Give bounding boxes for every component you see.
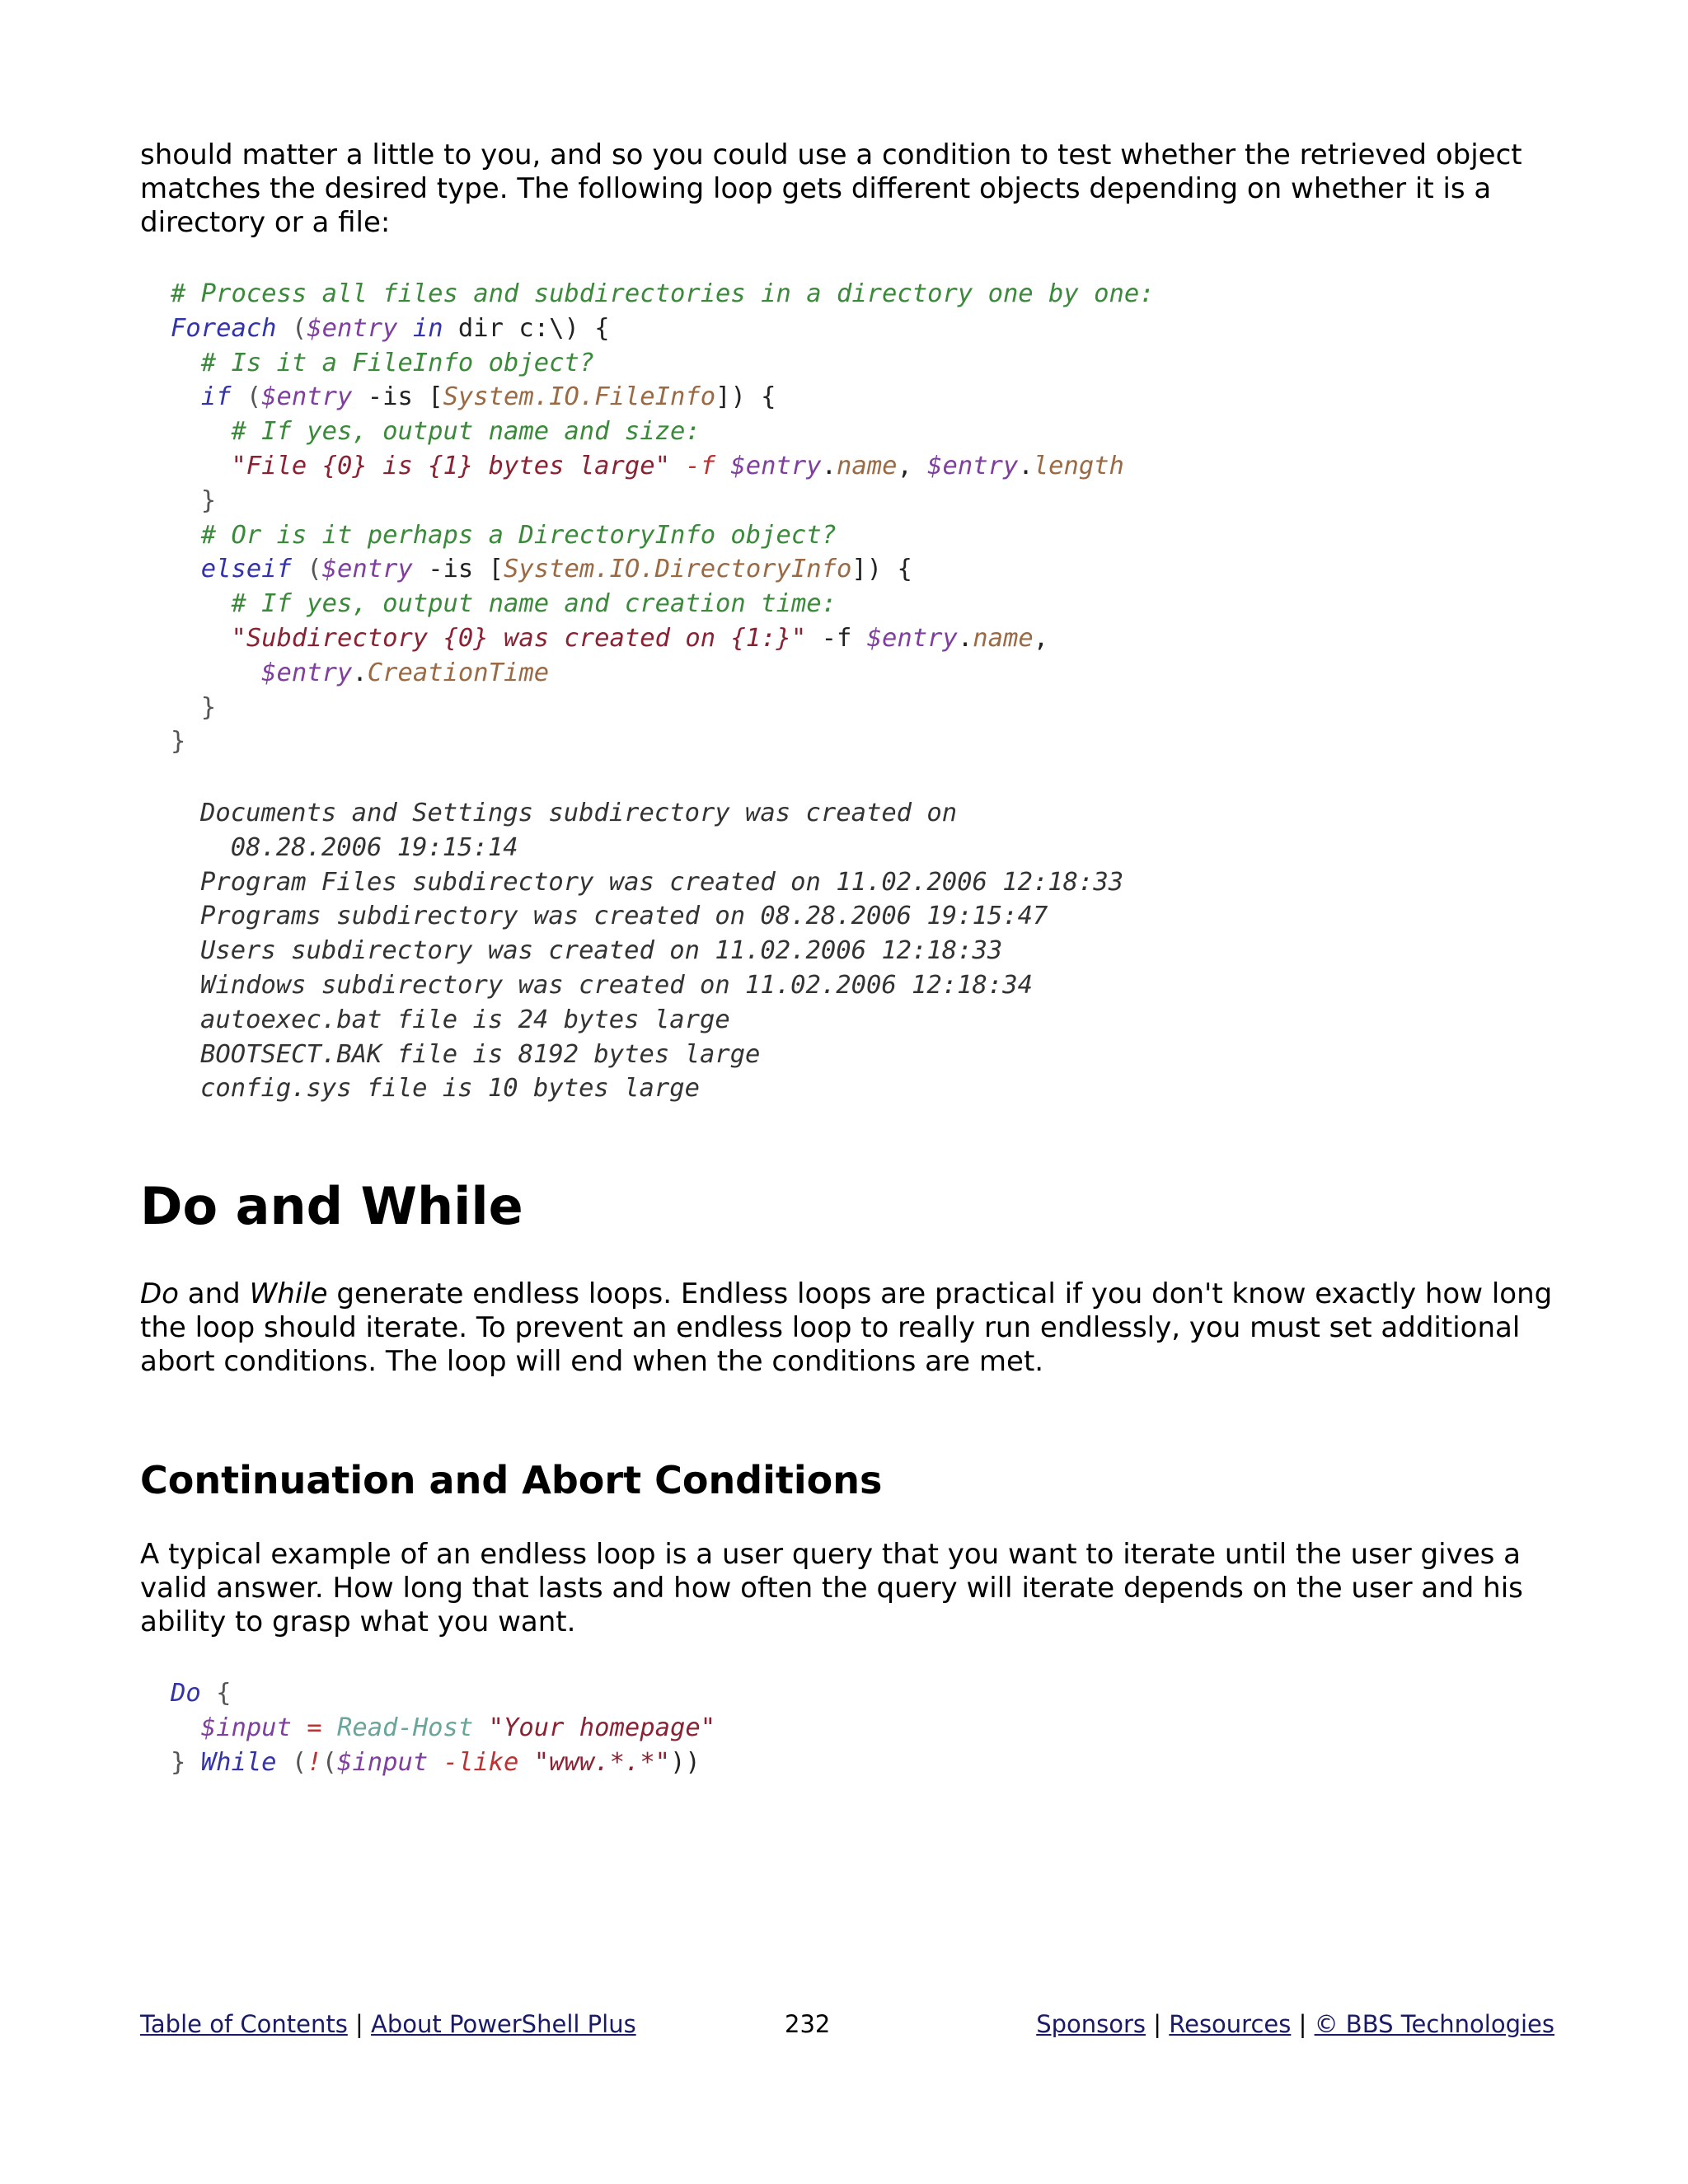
output-line: Program Files subdirectory was created on 11.02.2006 12:18:33 xyxy=(200,867,1124,897)
code-plain: , xyxy=(897,451,928,480)
code-property: length xyxy=(1033,451,1124,480)
code-punct: ( xyxy=(276,1747,307,1777)
output-line: autoexec.bat file is 24 bytes large xyxy=(200,1005,730,1034)
code-plain: . xyxy=(352,658,368,687)
code-punct: { xyxy=(200,1679,232,1708)
code-variable: $entry xyxy=(307,313,398,343)
code-comment: # Is it a FileInfo object? xyxy=(171,348,595,377)
code-punct: } xyxy=(171,692,217,722)
code-variable: $input xyxy=(171,1713,292,1742)
code-plain: -is [ xyxy=(352,382,443,412)
intro-paragraph xyxy=(140,138,1558,240)
code-punct: } xyxy=(171,1747,201,1777)
text-span: generate endless loops. Endless loops are practical if you don't know exactly how long xyxy=(327,1277,1553,1310)
code-output-block xyxy=(200,796,1123,1106)
code-block-do-while xyxy=(171,1676,715,1779)
code-punct: ( xyxy=(291,555,322,584)
code-punct: } xyxy=(171,727,186,757)
code-block-foreach xyxy=(171,277,1155,759)
footer-separator: | xyxy=(1291,2010,1315,2038)
code-string: "Subdirectory {0} was created on {1:}" xyxy=(171,623,807,653)
code-keyword: elseif xyxy=(171,555,292,584)
code-plain: dir c:\) { xyxy=(443,313,610,343)
text-span: A typical example of an endless loop is a user query that you want to iterate until the user gives a xyxy=(140,1538,1521,1571)
code-keyword: if xyxy=(171,382,232,412)
code-plain: )) xyxy=(670,1747,701,1777)
code-plain: . xyxy=(957,623,973,653)
code-comment: # Or is it perhaps a DirectoryInfo object? xyxy=(171,520,837,550)
page-number: 232 xyxy=(785,2010,831,2038)
code-variable: $entry xyxy=(321,555,413,584)
code-comment: # Process all files and subdirectories in a directory one by one: xyxy=(171,279,1155,308)
footer-left-links xyxy=(140,2009,636,2039)
code-plain: -is [ xyxy=(412,555,504,584)
footer-separator: | xyxy=(347,2010,372,2038)
code-plain: . xyxy=(821,451,837,480)
output-line: 08.28.2006 19:15:14 xyxy=(200,832,518,862)
sponsors-link[interactable]: Sponsors xyxy=(1036,2010,1146,2038)
subsection-heading-continuation: Continuation and Abort Conditions xyxy=(140,1458,883,1502)
footer-right-links xyxy=(1036,2009,1554,2039)
code-string: "File {0} is {1} bytes large" xyxy=(171,451,670,480)
code-plain: . xyxy=(1018,451,1034,480)
code-keyword: Foreach xyxy=(171,313,277,343)
code-operator: ! xyxy=(307,1747,322,1777)
code-property: name xyxy=(836,451,898,480)
code-variable: $entry xyxy=(730,451,822,480)
text-span: the loop should iterate. To prevent an endless loop to really run endlessly, you must set additional xyxy=(140,1311,1521,1344)
code-type: System.IO.DirectoryInfo xyxy=(504,555,852,584)
code-punct: ( xyxy=(231,382,262,412)
text-span: valid answer. How long that lasts and how often the query will iterate depends on the user and his xyxy=(140,1572,1523,1605)
code-punct: ( xyxy=(321,1747,338,1777)
code-property: CreationTime xyxy=(367,658,550,687)
code-keyword: While xyxy=(200,1747,277,1777)
code-comment: # If yes, output name and creation time: xyxy=(171,589,837,619)
section-heading-do-and-while: Do and While xyxy=(140,1176,523,1236)
code-plain: ]) { xyxy=(851,555,912,584)
code-variable: $entry xyxy=(866,623,958,653)
table-of-contents-link[interactable]: Table of Contents xyxy=(140,2010,348,2038)
output-line: Windows subdirectory was created on 11.02.2006 12:18:34 xyxy=(200,970,1033,1000)
intro-line-2: matches the desired type. The following loop gets different objects depending on whether it is a xyxy=(140,172,1492,205)
code-variable: $entry xyxy=(927,451,1019,480)
code-operator: -like xyxy=(428,1747,519,1777)
output-line: Documents and Settings subdirectory was created on xyxy=(200,799,958,827)
output-line: BOOTSECT.BAK file is 8192 bytes large xyxy=(200,1039,761,1069)
page-footer xyxy=(140,2009,1554,2042)
emphasis-while: While xyxy=(249,1277,328,1310)
text-span: ability to grasp what you want. xyxy=(140,1605,576,1638)
footer-separator: | xyxy=(1146,2010,1170,2038)
code-plain: ]) { xyxy=(715,382,776,412)
code-punct: } xyxy=(171,485,217,515)
code-cmdlet: Read-Host xyxy=(337,1713,474,1742)
code-variable: $input xyxy=(337,1747,429,1777)
code-operator: -f xyxy=(669,451,731,480)
code-string: "Your homepage" xyxy=(473,1713,716,1742)
code-variable: $entry xyxy=(171,658,353,687)
code-string: "www.*.*" xyxy=(518,1747,671,1777)
do-while-paragraph xyxy=(140,1277,1558,1379)
text-span: abort conditions. The loop will end when the conditions are met. xyxy=(140,1345,1044,1378)
code-punct: ( xyxy=(276,313,307,343)
text-span: and xyxy=(178,1277,250,1310)
about-powershell-plus-link[interactable]: About PowerShell Plus xyxy=(371,2010,636,2038)
code-comment: # If yes, output name and size: xyxy=(171,417,701,447)
code-keyword: in xyxy=(397,313,443,343)
intro-line-1: should matter a little to you, and so you could use a condition to test whether the retrieved object xyxy=(140,138,1522,171)
intro-line-3: directory or a file: xyxy=(140,206,391,239)
output-line: Programs subdirectory was created on 08.28.2006 19:15:47 xyxy=(200,902,1048,931)
code-plain: , xyxy=(1033,623,1049,653)
code-variable: $entry xyxy=(261,382,353,412)
emphasis-do: Do xyxy=(140,1277,179,1310)
code-operator: = xyxy=(291,1713,337,1742)
endless-loop-paragraph xyxy=(140,1538,1558,1639)
code-keyword: Do xyxy=(171,1679,201,1708)
code-plain: -f xyxy=(806,623,867,653)
output-line: config.sys file is 10 bytes large xyxy=(200,1074,700,1104)
bbs-technologies-link[interactable]: © BBS Technologies xyxy=(1314,2010,1554,2038)
resources-link[interactable]: Resources xyxy=(1169,2010,1292,2038)
output-line: Users subdirectory was created on 11.02.2006 12:18:33 xyxy=(200,936,1003,966)
code-type: System.IO.FileInfo xyxy=(443,382,716,412)
code-property: name xyxy=(973,623,1034,653)
